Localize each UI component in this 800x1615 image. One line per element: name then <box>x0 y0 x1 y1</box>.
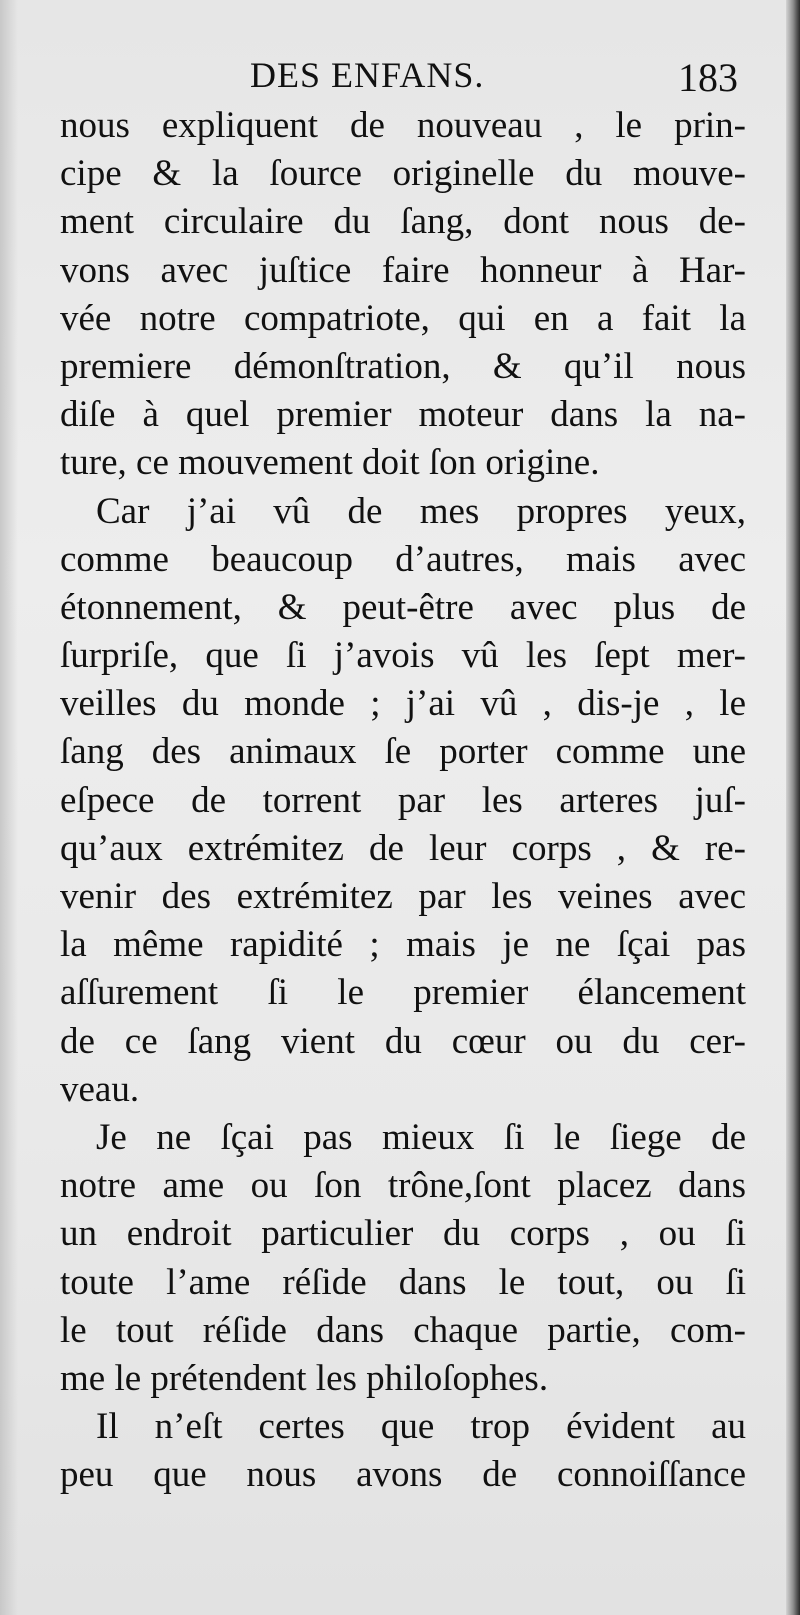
text-line: Car j’ai vû de mes propres yeux, <box>96 490 746 532</box>
text-line: aſſurement ſi le premier élancement <box>60 972 746 1014</box>
text-line: ture, ce mouvement doit ſon origine. <box>60 442 600 484</box>
text-line: vons avec juſtice faire honneur à Har- <box>60 249 746 291</box>
text-line: me le prétendent les philoſophes. <box>60 1357 549 1399</box>
text-line: de ce ſang vient du cœur ou du cer- <box>60 1020 746 1062</box>
text-line: nous expliquent de nouveau , le prin- <box>60 105 746 146</box>
page-number: 183 <box>678 55 738 100</box>
body-text <box>60 102 746 1499</box>
text-line: ſurpriſe, que ſi j’avois vû les ſept mer- <box>60 635 746 677</box>
text-line: un endroit particulier du corps , ou ſi <box>60 1213 746 1255</box>
text-line: peu que nous avons de connoiſſance <box>60 1454 746 1496</box>
text-line: cipe & la ſource originelle du mouve- <box>60 153 746 195</box>
text-line: Je ne ſçai pas mieux ſi le ſiege de <box>96 1116 746 1158</box>
text-line: eſpece de torrent par les arteres juſ- <box>60 779 746 821</box>
text-line: qu’aux extrémitez de leur corps , & re- <box>60 827 746 869</box>
text-line: veau. <box>60 1068 140 1110</box>
text-line: le tout réſide dans chaque partie, com- <box>60 1309 746 1351</box>
text-line: notre ame ou ſon trône,ſont placez dans <box>60 1165 746 1207</box>
running-head <box>60 48 746 102</box>
text-line: premiere démonſtration, & qu’il nous <box>60 345 746 387</box>
text-line: ment circulaire du ſang, dont nous de- <box>60 201 746 243</box>
text-line: ſang des animaux ſe porter comme une <box>60 731 746 773</box>
text-line: venir des extrémitez par les veines avec <box>60 876 746 917</box>
running-title: DES ENFANS. <box>250 55 485 95</box>
text-line: Il n’eſt certes que trop évident au <box>96 1406 746 1448</box>
text-line: vée notre compatriote, qui en a fait la <box>60 297 746 339</box>
text-line: étonnement, & peut-être avec plus de <box>60 586 746 628</box>
page-edge-shadow <box>786 0 800 1615</box>
page-gutter-shadow <box>0 0 18 1615</box>
text-line: toute l’ame réſide dans le tout, ou ſi <box>60 1261 746 1303</box>
text-line: la même rapidité ; mais je ne ſçai pas <box>60 924 746 966</box>
text-line: comme beaucoup d’autres, mais avec <box>60 538 746 580</box>
text-line: diſe à quel premier moteur dans la na- <box>60 394 746 436</box>
text-line: veilles du monde ; j’ai vû , dis-je , le <box>60 683 746 725</box>
